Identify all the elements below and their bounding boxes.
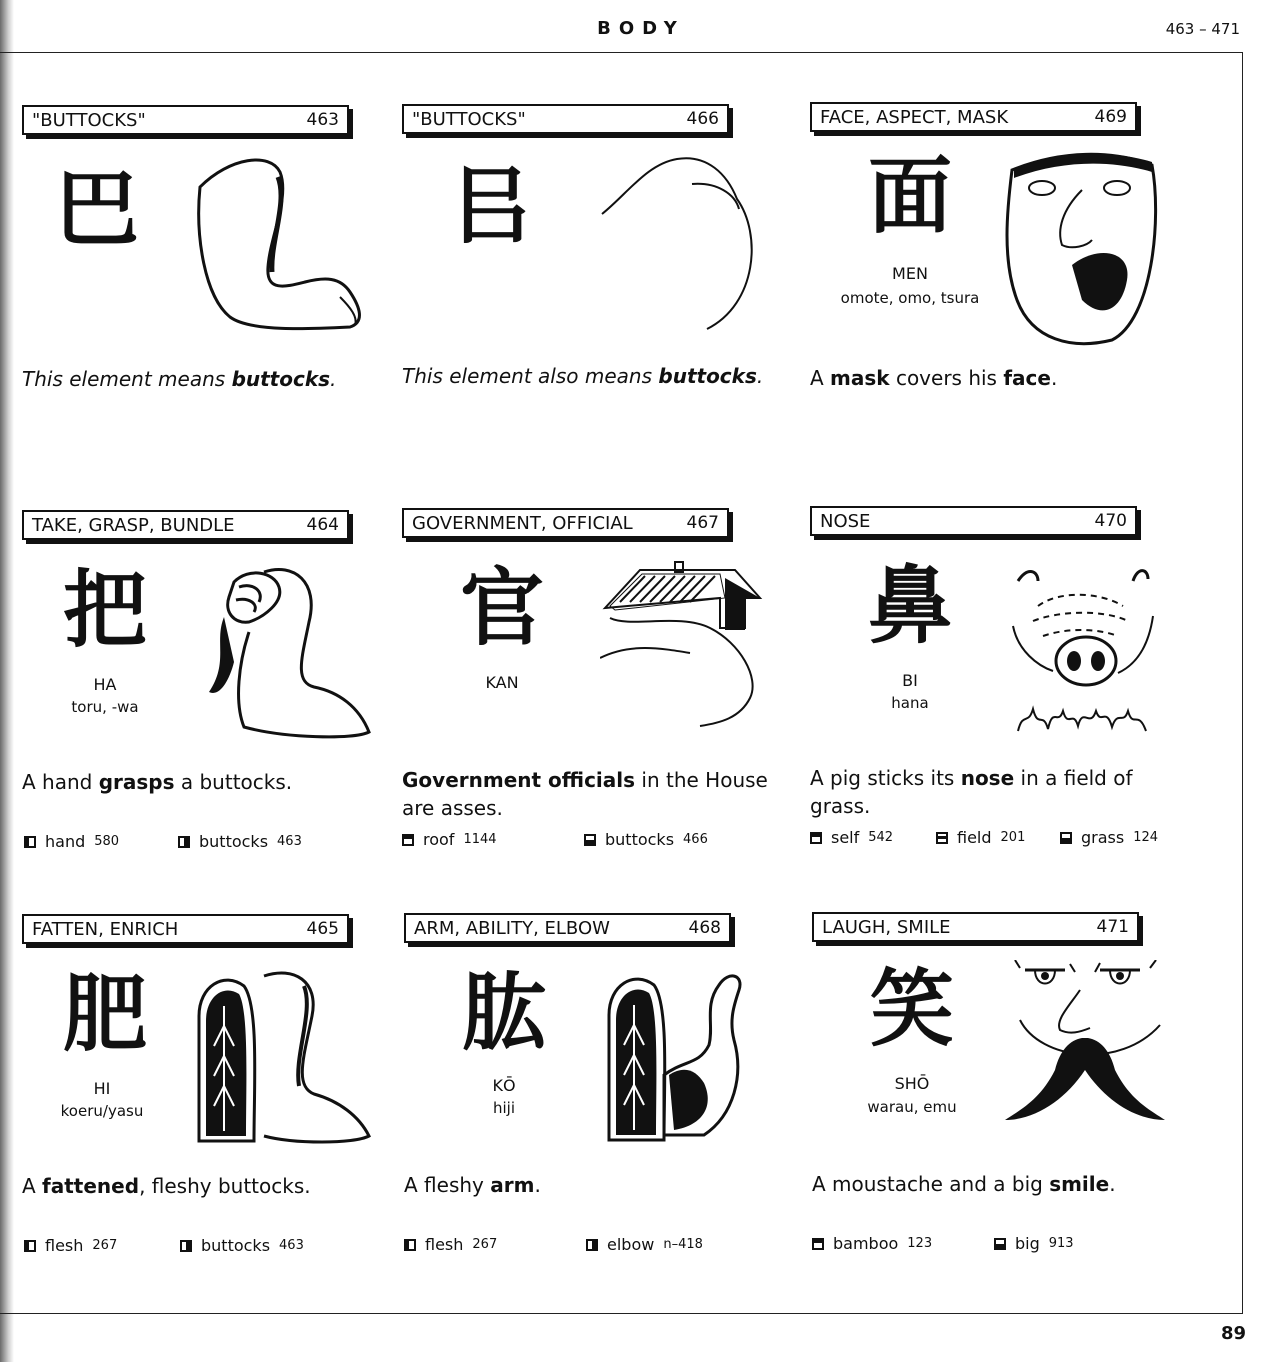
kun-reading: warau, emu [867,1098,957,1116]
smiling-moustache-illustration [1000,960,1175,1145]
entry-number: 466 [686,109,719,129]
on-reading: MEN [892,264,928,283]
component-grass: grass 124 [1060,828,1158,847]
top-radical-icon [812,1238,824,1250]
entry-caption: A fattened, fleshy buttocks. [22,1174,311,1198]
entry-header [22,510,349,540]
entry-caption: A pig sticks its nose in a field of grass. [810,766,1133,818]
left-radical-icon [24,836,36,848]
entry-number: 465 [306,919,339,939]
entry-header [22,914,349,944]
section-title: BODY [597,18,685,39]
hand-grasping-buttocks-illustration [194,562,379,747]
component-buttocks: buttocks 466 [584,830,708,849]
entry-number: 471 [1096,917,1129,937]
component-buttocks: buttocks 463 [180,1236,304,1255]
buttocks-illustration [190,157,380,337]
component-elbow: elbow n–418 [586,1235,703,1254]
entry-header [812,912,1139,942]
entry-463 [22,105,382,505]
middle-radical-icon [936,832,948,844]
entry-header [22,105,349,135]
entry-464 [22,510,382,910]
right-radical-icon [178,836,190,848]
on-reading: HA [93,675,117,694]
entry-caption: Government officials in the House are asses. [402,768,768,820]
on-reading: HI [93,1079,111,1098]
entry-465 [22,914,382,1314]
kun-reading: koeru/yasu [60,1102,144,1120]
bottom-radical-icon [994,1238,1006,1250]
component-flesh: flesh 267 [404,1235,497,1254]
on-reading: KŌ [492,1076,516,1095]
kanji-character: 肥 [62,965,147,1063]
component-bamboo: bamboo 123 [812,1234,932,1253]
entry-caption: A moustache and a big smile. [812,1172,1116,1196]
kanji-character: 面 [867,147,952,245]
mask-illustration [1002,150,1162,350]
entry-header [810,506,1137,536]
entry-range: 463 – 471 [1165,20,1240,38]
component-self: self 542 [810,828,893,847]
entry-number: 468 [688,918,721,938]
kanji-character: 肱 [461,964,546,1062]
entry-header [810,102,1137,132]
entry-meaning: FACE, ASPECT, MASK [820,106,1009,128]
entry-meaning: LAUGH, SMILE [822,916,951,938]
entry-466 [402,104,762,504]
page-number: 89 [1220,1323,1246,1344]
entry-header [402,508,729,538]
component-flesh: flesh 267 [24,1236,117,1255]
entry-caption: This element means buttocks. [22,367,337,391]
entry-caption: A hand grasps a buttocks. [22,770,293,794]
on-reading: KAN [485,673,519,692]
kanji-character: 巴 [54,160,139,258]
pig-nose-illustration [1008,561,1163,736]
entry-number: 464 [306,515,339,535]
entry-meaning: "BUTTOCKS" [412,108,526,130]
entry-caption: This element also means buttocks. [402,364,764,388]
right-radical-icon [586,1239,598,1251]
entry-header [404,913,731,943]
bottom-radical-icon [1060,832,1072,844]
component-field: field 201 [936,828,1025,847]
component-hand: hand 580 [24,832,119,851]
kun-reading: hana [891,694,929,712]
entry-meaning: FATTEN, ENRICH [32,918,179,940]
fleshy-arm-illustration [604,965,764,1150]
entry-caption: A mask covers his face. [810,366,1058,390]
entry-number: 463 [306,110,339,130]
kanji-character: 鼻 [867,557,952,655]
component-big: big 913 [994,1234,1074,1253]
bottom-radical-icon [584,834,596,846]
entry-number: 467 [686,513,719,533]
entry-meaning: TAKE, GRASP, BUNDLE [32,514,235,536]
top-radical-icon [402,834,414,846]
entry-467 [402,508,768,908]
fattened-buttocks-illustration [194,966,384,1151]
kanji-character: 把 [62,561,147,659]
buttocks-curve-illustration [597,154,767,334]
left-radical-icon [404,1239,416,1251]
on-reading: SHŌ [894,1074,930,1093]
kanji-character: 㠯 [449,157,534,255]
entry-meaning: "BUTTOCKS" [32,109,146,131]
house-buttocks-illustration [600,558,765,733]
entry-meaning: GOVERNMENT, OFFICIAL [412,512,633,534]
entry-469 [810,102,1170,502]
entry-meaning: NOSE [820,510,871,532]
kanji-character: 笑 [869,960,954,1058]
entry-meaning: ARM, ABILITY, ELBOW [414,917,610,939]
entry-header [402,104,729,134]
left-radical-icon [24,1240,36,1252]
top-radical-icon [810,832,822,844]
entry-number: 470 [1094,511,1127,531]
entry-470 [810,506,1170,906]
entry-caption: A fleshy arm. [404,1173,541,1197]
entry-471 [812,912,1172,1312]
kun-reading: hiji [492,1099,515,1117]
component-buttocks: buttocks 463 [178,832,302,851]
kun-reading: toru, -wa [71,698,139,716]
kanji-character: 官 [459,559,544,657]
right-radical-icon [180,1240,192,1252]
component-roof: roof 1144 [402,830,497,849]
on-reading: BI [902,671,918,690]
kun-reading: omote, omo, tsura [840,289,980,307]
entry-468 [404,913,764,1313]
entry-number: 469 [1094,107,1127,127]
